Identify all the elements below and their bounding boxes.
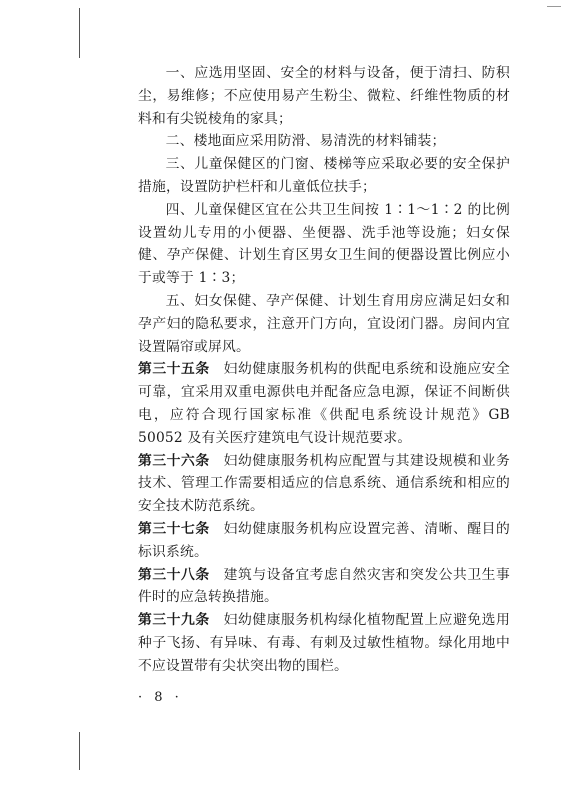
paragraph-item-1: 一、应选用坚固、安全的材料与设备，便于清扫、防积尘，易维修；不应使用易产生粉尘、微粒、纤维性物质的材料和有尖锐棱角的家具； — [138, 65, 510, 127]
article-37-text: 妇幼健康服务机构应设置完善、清晰、醒目的标识系统。 — [138, 520, 511, 560]
article-37 — [138, 518, 510, 564]
binding-line-top — [79, 8, 80, 58]
page-number: · 8 · — [138, 690, 183, 705]
article-38 — [138, 564, 510, 610]
article-37-label: 第三十七条 — [138, 520, 210, 537]
article-36-text: 妇幼健康服务机构应配置与其建设规模和业务技术、管理工作需要相适应的信息系统、通信系统和相应的安全技术防范系统。 — [138, 452, 511, 515]
article-39-label: 第三十九条 — [138, 612, 210, 629]
corner-line — [547, 0, 561, 7]
article-35 — [138, 358, 510, 449]
article-36-label: 第三十六条 — [138, 452, 210, 469]
article-39 — [138, 609, 510, 677]
document-body — [138, 62, 510, 678]
article-35-label: 第三十五条 — [138, 361, 210, 378]
paragraph-item-2: 二、楼地面应采用防滑、易清洗的材料铺装； — [165, 133, 446, 150]
paragraph-item-5: 五、妇女保健、孕产保健、计划生育用房应满足妇女和孕产妇的隐私要求，注意开门方向，宜设闭门器。房间内宜设置隔帘或屏风。 — [138, 292, 510, 355]
article-35-text: 妇幼健康服务机构的供配电系统和设施应安全可靠，宜采用双重电源供电并配备应急电源，保证不间断供电，应符合现行国家标准《供配电系统设计规范》GB 50052 及有关医疗建筑电气设计规范要求。 — [138, 361, 511, 446]
paragraph-item-4: 四、儿童保健区宜在公共卫生间按 1∶1～1∶2 的比例设置幼儿专用的小便器、坐便器、洗手池等设施；妇女保健、孕产保健、计划生育区男女卫生间的便器设置比例应小于或等于 1∶3； — [138, 201, 510, 287]
paragraph-item-3: 三、儿童保健区的门窗、楼梯等应采取必要的安全保护措施，设置防护栏杆和儿童低位扶手； — [138, 156, 510, 195]
binding-line-bottom — [79, 732, 80, 770]
article-36 — [138, 450, 510, 518]
article-38-text: 建筑与设备宜考虑自然灾害和突发公共卫生事件时的应急转换措施。 — [138, 566, 511, 606]
article-38-label: 第三十八条 — [138, 566, 210, 583]
article-39-text: 妇幼健康服务机构绿化植物配置上应避免选用种子飞扬、有异味、有毒、有刺及过敏性植物。绿化用地中不应设置带有尖状突出物的围栏。 — [138, 612, 511, 674]
